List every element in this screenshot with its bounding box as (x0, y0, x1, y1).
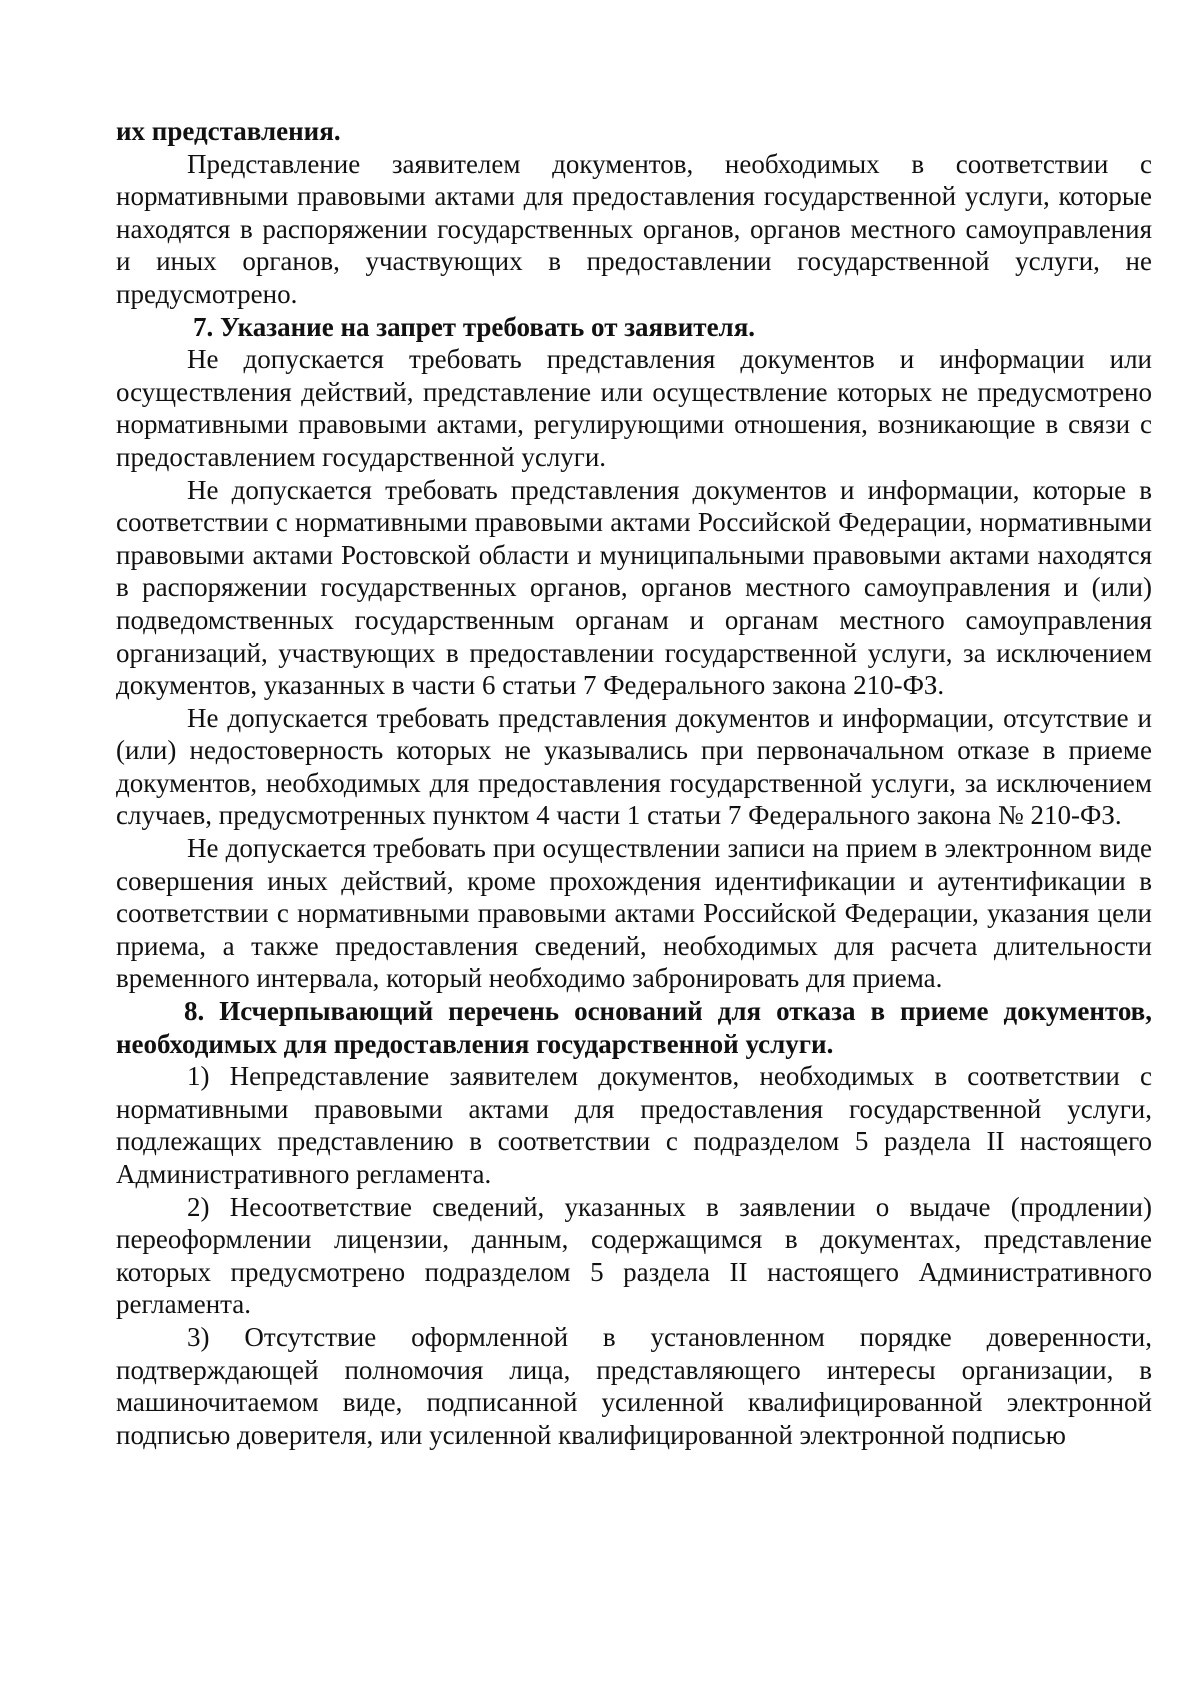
paragraph-prohibition-documents: Не допускается требовать представления документов и информации, которые в соответствии с нормативными правовыми актами Российской Федерации, нормативными правовыми актами Ростовской области и муниципальными правовыми актами находятся в распоряжении государственных органов, органов местного самоуправления и (или) подведомственных государственным органам и органам местного самоуправления организаций, участвующих в предоставлении государственной услуги, за исключением документов, указанных в части 6 статьи 7 Федерального закона 210-ФЗ. (116, 474, 1152, 701)
section-tail-heading: их представления. (116, 116, 341, 146)
paragraph-prohibition-initial-refusal: Не допускается требовать представления документов и информации, отсутствие и (или) недостоверность которых не указывались при первоначальном отказе в приеме документов, необходимых для предоставления государственной услуги, за исключением случаев, предусмотренных пунктом 4 части 1 статьи 7 Федерального закона № 210-ФЗ. (116, 702, 1152, 831)
heading-section-8: 8. Исчерпывающий перечень оснований для отказа в приеме документов, необходимых для предоставления государственной услуги. (116, 996, 1152, 1059)
document-page (116, 115, 1152, 1451)
paragraph-representation-not-required: Представление заявителем документов, необходимых в соответствии с нормативными правовыми актами для предоставления государственной услуги, которые находятся в распоряжении государственных органов, органов местного самоуправления и иных органов, участвующих в предоставлении государственной услуги, не предусмотрено. (116, 148, 1152, 309)
paragraph-prohibition-actions: Не допускается требовать представления документов и информации или осуществления действий, представление или осуществление которых не предусмотрено нормативными правовыми актами, регулирующими отношения, возникающие в связи с предоставлением государственной услуги. (116, 344, 1152, 472)
list-item-refusal-3: 3) Отсутствие оформленной в установленном порядке доверенности, подтверждающей полномочия лица, представляющего интересы организации, в машиночитаемом виде, подписанной усиленной квалифицированной электронной подписью доверителя, или усиленной квалифицированной электронной подписью (116, 1321, 1152, 1450)
list-item-refusal-1: 1) Непредставление заявителем документов, необходимых в соответствии с нормативными правовыми актами для предоставления государственной услуги, подлежащих представлению в соответствии с подразделом 5 раздела II настоящего Административного регламента. (116, 1061, 1152, 1189)
paragraph-prohibition-electronic-booking: Не допускается требовать при осуществлении записи на прием в электронном виде совершения иных действий, кроме прохождения идентификации и аутентификации в соответствии с нормативными правовыми актами Российской Федерации, указания цели приема, а также предоставления сведений, необходимых для расчета длительности временного интервала, который необходимо забронировать для приема. (116, 833, 1152, 994)
heading-section-7: 7. Указание на запрет требовать от заявителя. (193, 311, 756, 342)
list-item-refusal-2: 2) Несоответствие сведений, указанных в заявлении о выдаче (продлении) переоформлении лицензии, данным, содержащимся в документах, представление которых предусмотрено подразделом 5 раздела II настоящего Административного регламента. (116, 1191, 1152, 1320)
